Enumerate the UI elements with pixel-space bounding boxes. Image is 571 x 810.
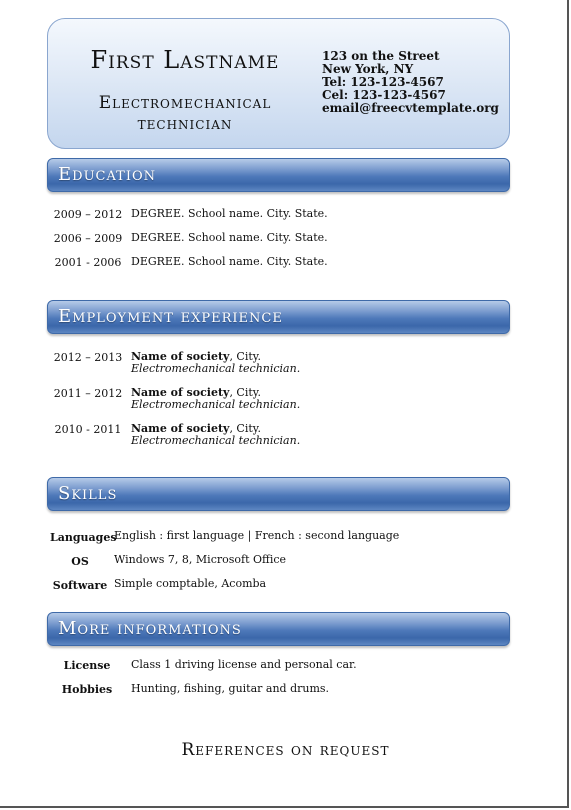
employment-role: Electromechanical technician.	[131, 398, 301, 411]
education-entry: DEGREE. School name. City. State.	[131, 255, 328, 268]
contact-cel: Cel: 123-123-4567	[322, 88, 446, 102]
employment-years: 2012 – 2013	[53, 351, 123, 364]
job-title: Electromechanical technician	[98, 93, 272, 134]
contact-street: 123 on the Street	[322, 49, 440, 63]
employment-years: 2010 - 2011	[54, 423, 122, 436]
candidate-name: First Lastname	[90, 46, 280, 74]
contact-block	[322, 50, 499, 115]
education-years: 2006 – 2009	[53, 232, 123, 245]
education-entry: DEGREE. School name. City. State.	[131, 231, 328, 244]
skills-section-bar	[47, 477, 510, 511]
employment-role: Electromechanical technician.	[131, 362, 301, 375]
skills-section-title: Skills	[58, 483, 118, 504]
more-section-title: More informations	[58, 618, 242, 639]
education-years: 2001 - 2006	[54, 256, 122, 269]
more-value: Class 1 driving license and personal car.	[131, 658, 357, 671]
employer-name: Name of society	[131, 350, 230, 363]
employer-city: , City.	[229, 386, 262, 399]
education-section-bar	[47, 158, 510, 192]
contact-email: email@freecvtemplate.org	[322, 101, 499, 115]
employment-role: Electromechanical technician.	[131, 434, 301, 447]
skill-value: Simple comptable, Acomba	[114, 577, 267, 590]
skill-value: Windows 7, 8, Microsoft Office	[114, 553, 287, 566]
more-value: Hunting, fishing, guitar and drums.	[131, 682, 330, 695]
employment-section-bar	[47, 300, 510, 334]
employer-city: , City.	[229, 422, 262, 435]
employer-name: Name of society	[131, 422, 230, 435]
skill-value: English : first language | French : second language	[114, 529, 400, 542]
skill-label: OS	[71, 555, 89, 568]
employer-city: , City.	[229, 350, 262, 363]
skill-label: Languages	[50, 531, 117, 544]
more-section-bar	[47, 612, 510, 646]
employment-years: 2011 – 2012	[53, 387, 123, 400]
employment-section-title: Employment experience	[58, 306, 283, 327]
contact-tel: Tel: 123-123-4567	[322, 75, 444, 89]
contact-city: New York, NY	[322, 62, 414, 76]
education-section-title: Education	[58, 164, 156, 185]
references-footer: References on request	[181, 740, 390, 760]
education-years: 2009 – 2012	[53, 208, 123, 221]
more-label: Hobbies	[61, 683, 113, 696]
skill-label: Software	[52, 579, 108, 592]
education-entry: DEGREE. School name. City. State.	[131, 207, 328, 220]
employer-name: Name of society	[131, 386, 230, 399]
more-label: License	[63, 659, 111, 672]
